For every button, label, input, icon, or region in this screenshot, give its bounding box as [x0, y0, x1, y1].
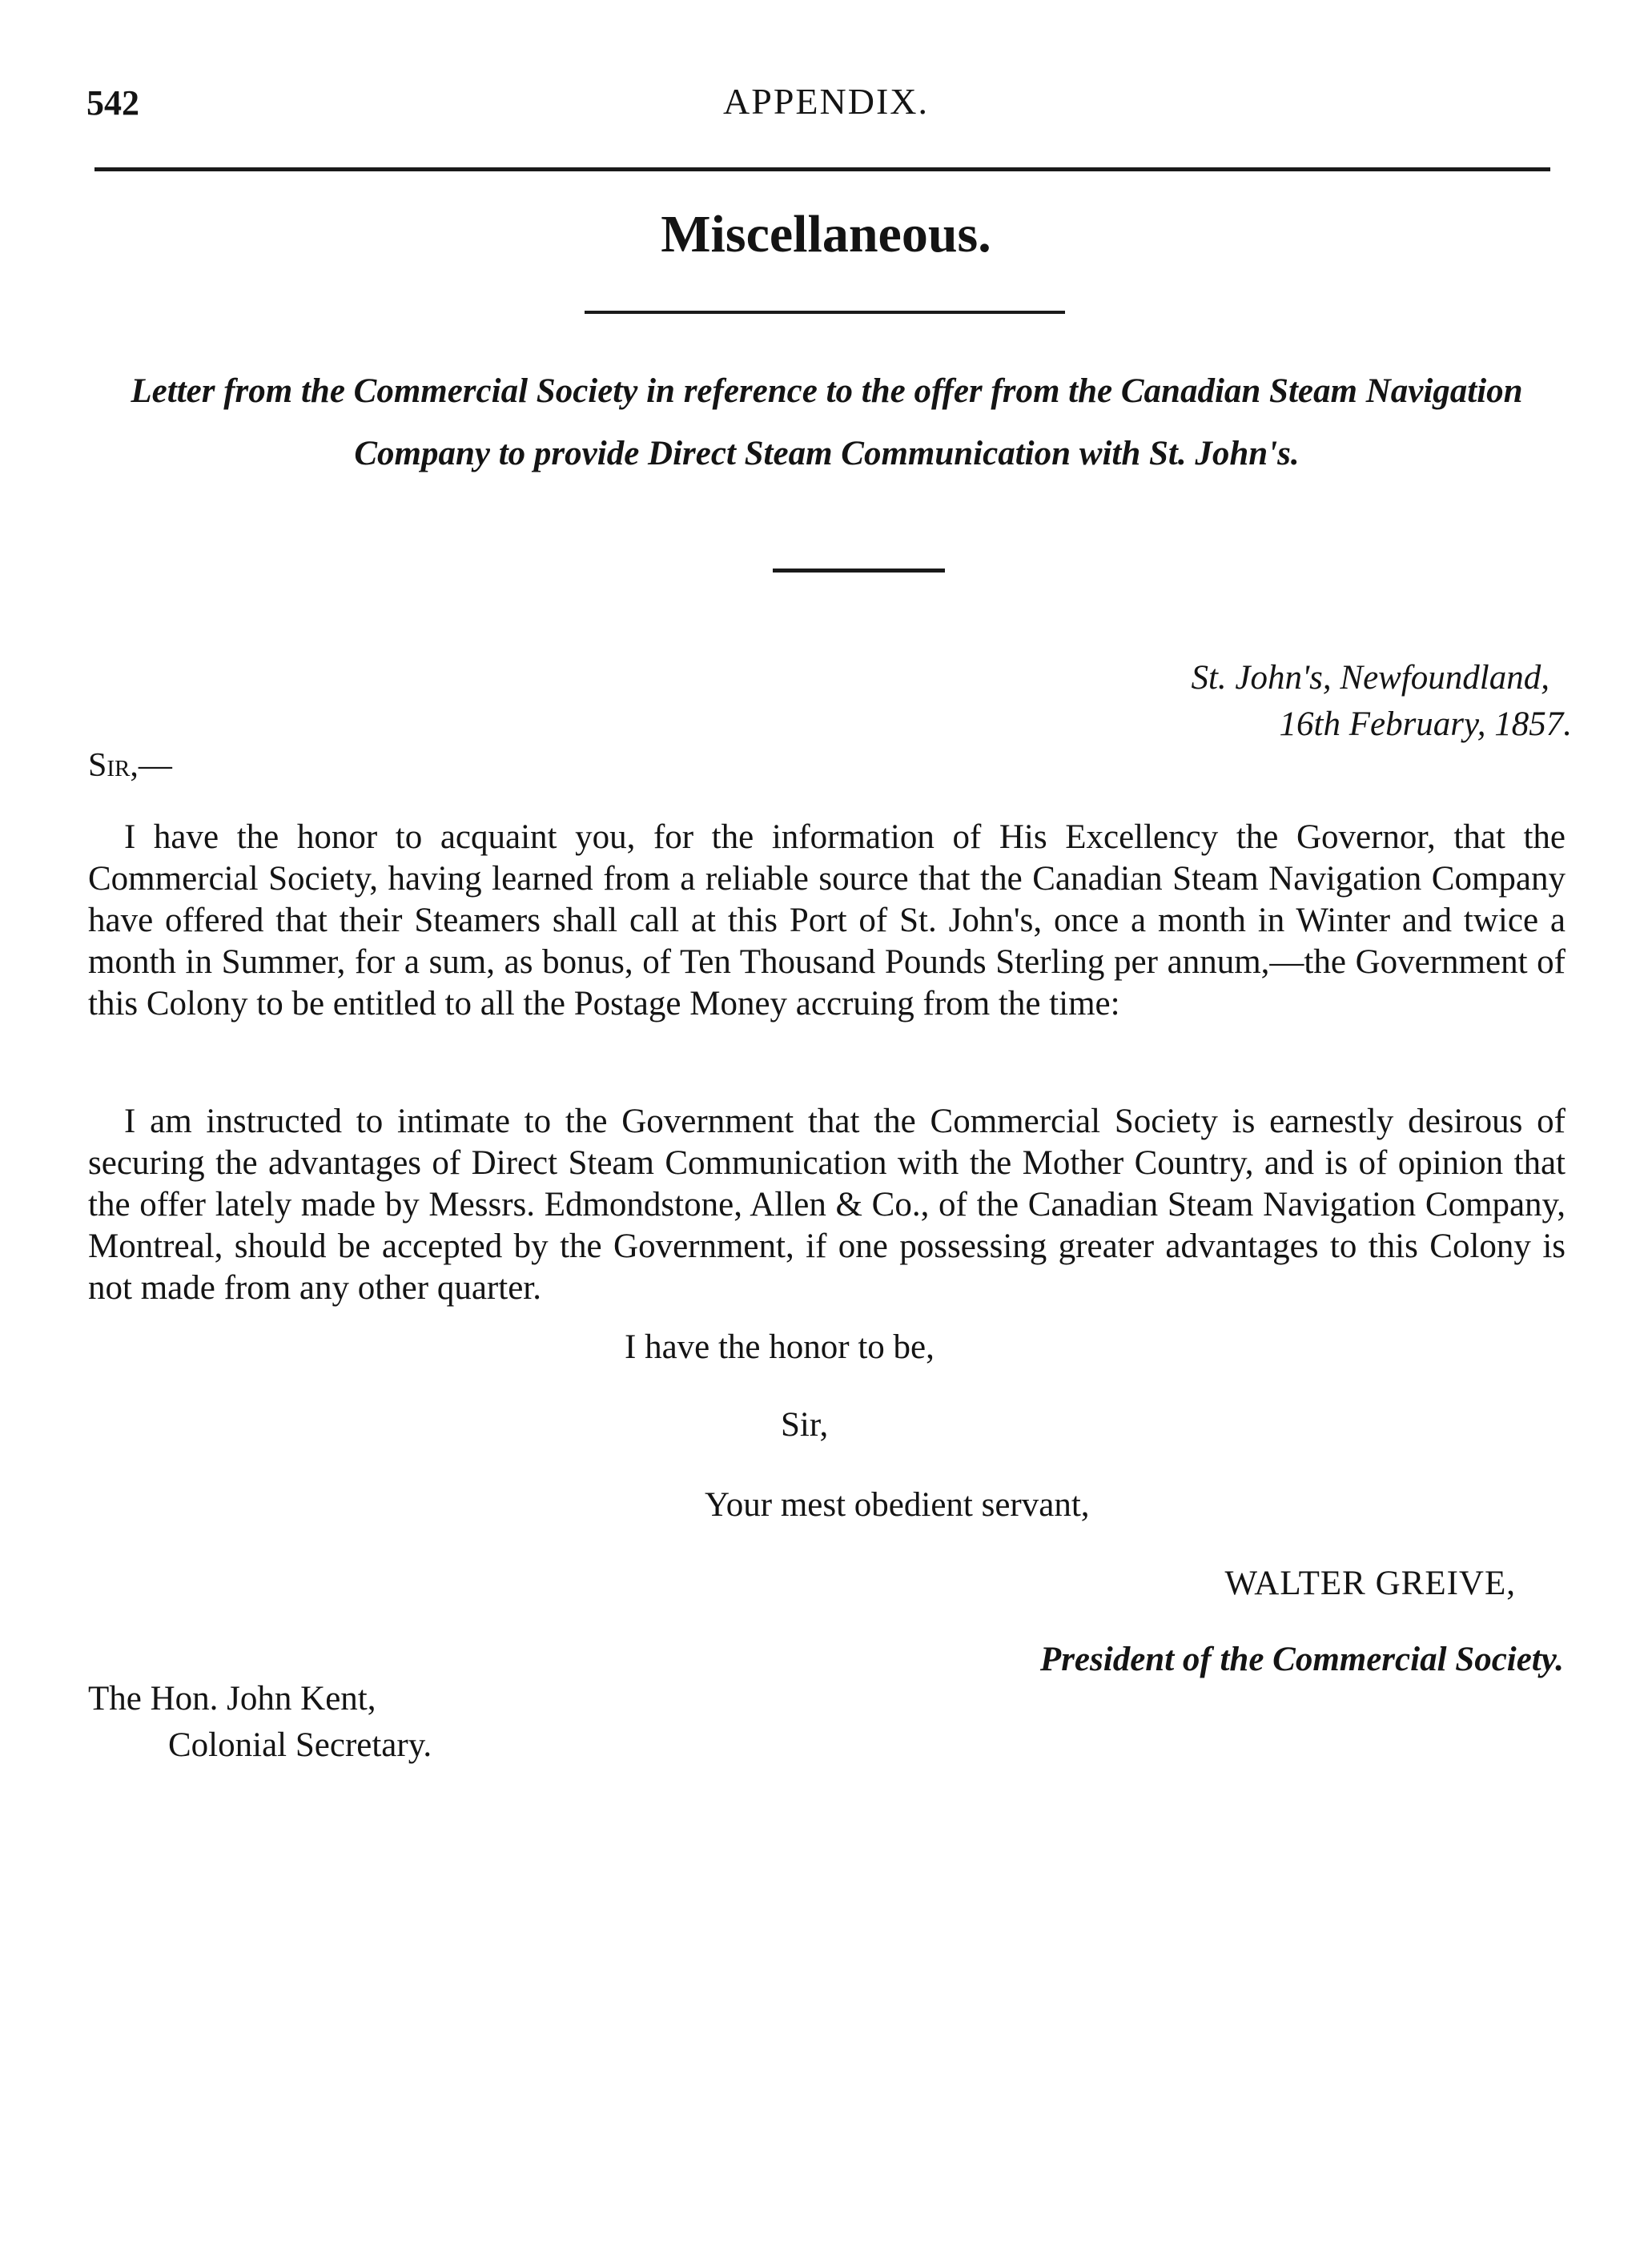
closing-line-2: Sir, — [781, 1406, 829, 1444]
letter-place: St. John's, Newfoundland, — [1191, 659, 1550, 697]
closing-line-3: Your mest obedient servant, — [705, 1486, 1090, 1524]
addressee-name: The Hon. John Kent, — [88, 1680, 376, 1718]
signer-name: WALTER GREIVE, — [1224, 1565, 1516, 1602]
paragraph-2: I am instructed to intimate to the Government that the Commercial Society is earnestly desirous of securing the advantages of Direct Steam Communication with the Mother Country, and is of opinion that the offer lately made by Messrs. Edmondstone, Allen & Co., of the Canadian Steam Navigation Company, Montreal, should be accepted by the Government, if one possessing greater advantages to this Colony is not made from any other quarter. — [88, 1103, 1566, 1307]
section-title: Miscellaneous. — [661, 205, 991, 263]
page-number: 542 — [86, 83, 139, 123]
signer-title: President of the Commercial Society. — [1039, 1641, 1564, 1678]
paragraph-1: I have the honor to acquaint you, for the information of His Excellency the Governor, that the Commercial Society, having learned from a reliable source that the Canadian Steam Navigation Company have offered that their Steamers shall call at this Port of St. John's, once a month in Winter and twice a month in Summer, for a sum, as bonus, of Ten Thousand Pounds Sterling per annum,—the Government of this Colony to be entitled to all the Postage Money accruing from the time: — [88, 818, 1566, 1023]
closing-line-1: I have the honor to be, — [625, 1328, 935, 1366]
letter-heading: Letter from the Commercial Society in reference to the offer from the Canadian Steam Navigation Company to provide Direct Steam Communication with St. John's. — [131, 372, 1523, 472]
letter-date: 16th February, 1857. — [1279, 705, 1572, 743]
title-rule — [585, 311, 1065, 314]
heading-rule — [773, 569, 945, 573]
running-head: APPENDIX. — [723, 81, 929, 122]
salutation: Sir,— — [88, 747, 172, 784]
header-rule — [94, 167, 1550, 171]
addressee-title: Colonial Secretary. — [168, 1726, 432, 1764]
